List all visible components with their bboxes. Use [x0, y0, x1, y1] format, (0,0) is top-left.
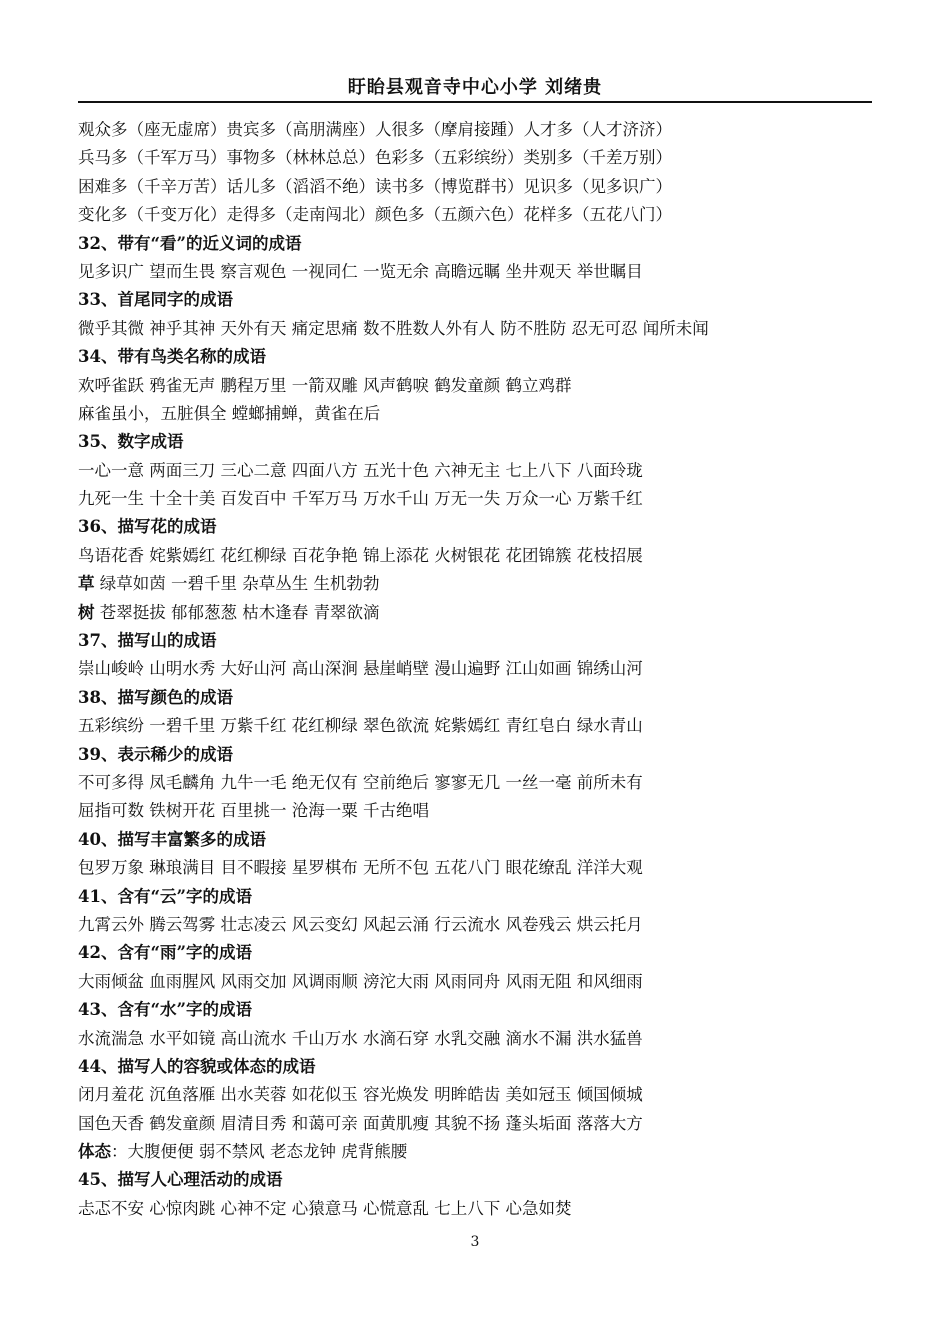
text-line — [78, 1138, 878, 1166]
text-line — [78, 570, 878, 598]
text-line: 包罗万象 琳琅满目 目不暇接 星罗棋布 无所不包 五花八门 眼花缭乱 洋洋大观 — [78, 858, 643, 878]
section-heading: 35、数字成语 — [78, 432, 184, 452]
page-number: 3 — [470, 1234, 480, 1250]
section-heading: 36、描写花的成语 — [78, 517, 217, 537]
text-line: 闭月羞花 沉鱼落雁 出水芙蓉 如花似玉 容光焕发 明眸皓齿 美如冠玉 倾国倾城 — [78, 1085, 643, 1105]
inline-label: 树 — [78, 602, 95, 622]
text-line: 变化多（千变万化）走得多（走南闯北）颜色多（五颜六色）花样多（五花八门） — [78, 205, 672, 225]
inline-label: 体态 — [78, 1142, 111, 1162]
section-heading: 40、描写丰富繁多的成语 — [78, 829, 266, 849]
section-heading: 38、描写颜色的成语 — [78, 687, 233, 707]
text-line: 国色天香 鹤发童颜 眉清目秀 和蔼可亲 面黄肌瘦 其貌不扬 蓬头垢面 落落大方 — [78, 1113, 643, 1133]
section-heading: 34、带有鸟类名称的成语 — [78, 347, 266, 367]
text-line: 大雨倾盆 血雨腥风 风雨交加 风调雨顺 滂沱大雨 风雨同舟 风雨无阻 和风细雨 — [78, 971, 643, 991]
text-line: 鸟语花香 姹紫嫣红 花红柳绿 百花争艳 锦上添花 火树银花 花团锦簇 花枝招展 — [78, 545, 643, 565]
text-line: 不可多得 凤毛麟角 九牛一毛 绝无仅有 空前绝后 寥寥无几 一丝一毫 前所未有 — [78, 772, 643, 792]
text-line: 屈指可数 铁树开花 百里挑一 沧海一粟 千古绝唱 — [78, 801, 429, 821]
section-heading: 43、含有“水”字的成语 — [78, 1000, 252, 1020]
text-line: 欢呼雀跃 鸦雀无声 鹏程万里 一箭双雕 风声鹤唳 鹤发童颜 鹤立鸡群 — [78, 375, 572, 395]
header-divider — [78, 101, 872, 103]
text-line: 水流湍急 水平如镜 高山流水 千山万水 水滴石穿 水乳交融 滴水不漏 洪水猛兽 — [78, 1028, 643, 1048]
text-line: 微乎其微 神乎其神 天外有天 痛定思痛 数不胜数人外有人 防不胜防 忍无可忍 闻所未闻 — [78, 318, 709, 338]
section-heading: 44、描写人的容貌或体态的成语 — [78, 1056, 316, 1076]
text-line: 忐忑不安 心惊肉跳 心神不定 心猿意马 心慌意乱 七上八下 心急如焚 — [78, 1198, 572, 1218]
section-heading: 41、含有“云”字的成语 — [78, 886, 252, 906]
page-header: 盱眙县观音寺中心小学 刘绪贵 — [347, 77, 603, 98]
text-line: 九霄云外 腾云驾雾 壮志凌云 风云变幻 风起云涌 行云流水 风卷残云 烘云托月 — [78, 914, 643, 934]
text-line: 见多识广 望而生畏 察言观色 一视同仁 一览无余 高瞻远瞩 坐井观天 举世瞩目 — [78, 261, 643, 281]
inline-label: 草 — [78, 574, 95, 594]
text-line — [78, 599, 878, 627]
text-line: 五彩缤纷 一碧千里 万紫千红 花红柳绿 翠色欲流 姹紫嫣红 青红皂白 绿水青山 — [78, 716, 643, 736]
text-line: 九死一生 十全十美 百发百中 千军万马 万水千山 万无一失 万众一心 万紫千红 — [78, 489, 643, 509]
text-line: 麻雀虽小，五脏俱全 螳螂捕蝉，黄雀在后 — [78, 403, 381, 423]
line-text: ：大腹便便 弱不禁风 老态龙钟 虎背熊腰 — [111, 1142, 408, 1162]
line-text: 苍翠挺拔 郁郁葱葱 枯木逢春 青翠欲滴 — [94, 602, 380, 622]
text-line: 观众多（座无虚席）贵宾多（高朋满座）人很多（摩肩接踵）人才多（人才济济） — [78, 120, 672, 139]
text-line: 崇山峻岭 山明水秀 大好山河 高山深涧 悬崖峭壁 漫山遍野 江山如画 锦绣山河 — [78, 659, 643, 679]
section-heading: 32、带有“看”的近义词的成语 — [78, 233, 302, 253]
section-heading: 33、首尾同字的成语 — [78, 290, 233, 310]
section-heading: 45、描写人心理活动的成语 — [78, 1170, 283, 1190]
text-line: 一心一意 两面三刀 三心二意 四面八方 五光十色 六神无主 七上八下 八面玲珑 — [78, 460, 643, 480]
line-text: 绿草如茵 一碧千里 杂草丛生 生机勃勃 — [94, 574, 380, 594]
section-heading: 42、含有“雨”字的成语 — [78, 943, 252, 963]
text-line: 困难多（千辛万苦）话儿多（滔滔不绝）读书多（博览群书）见识多（见多识广） — [78, 176, 672, 196]
section-heading: 37、描写山的成语 — [78, 631, 217, 651]
section-heading: 39、表示稀少的成语 — [78, 744, 233, 764]
text-line: 兵马多（千军万马）事物多（林林总总）色彩多（五彩缤纷）类别多（千差万别） — [78, 148, 672, 168]
document-body — [78, 116, 878, 1223]
